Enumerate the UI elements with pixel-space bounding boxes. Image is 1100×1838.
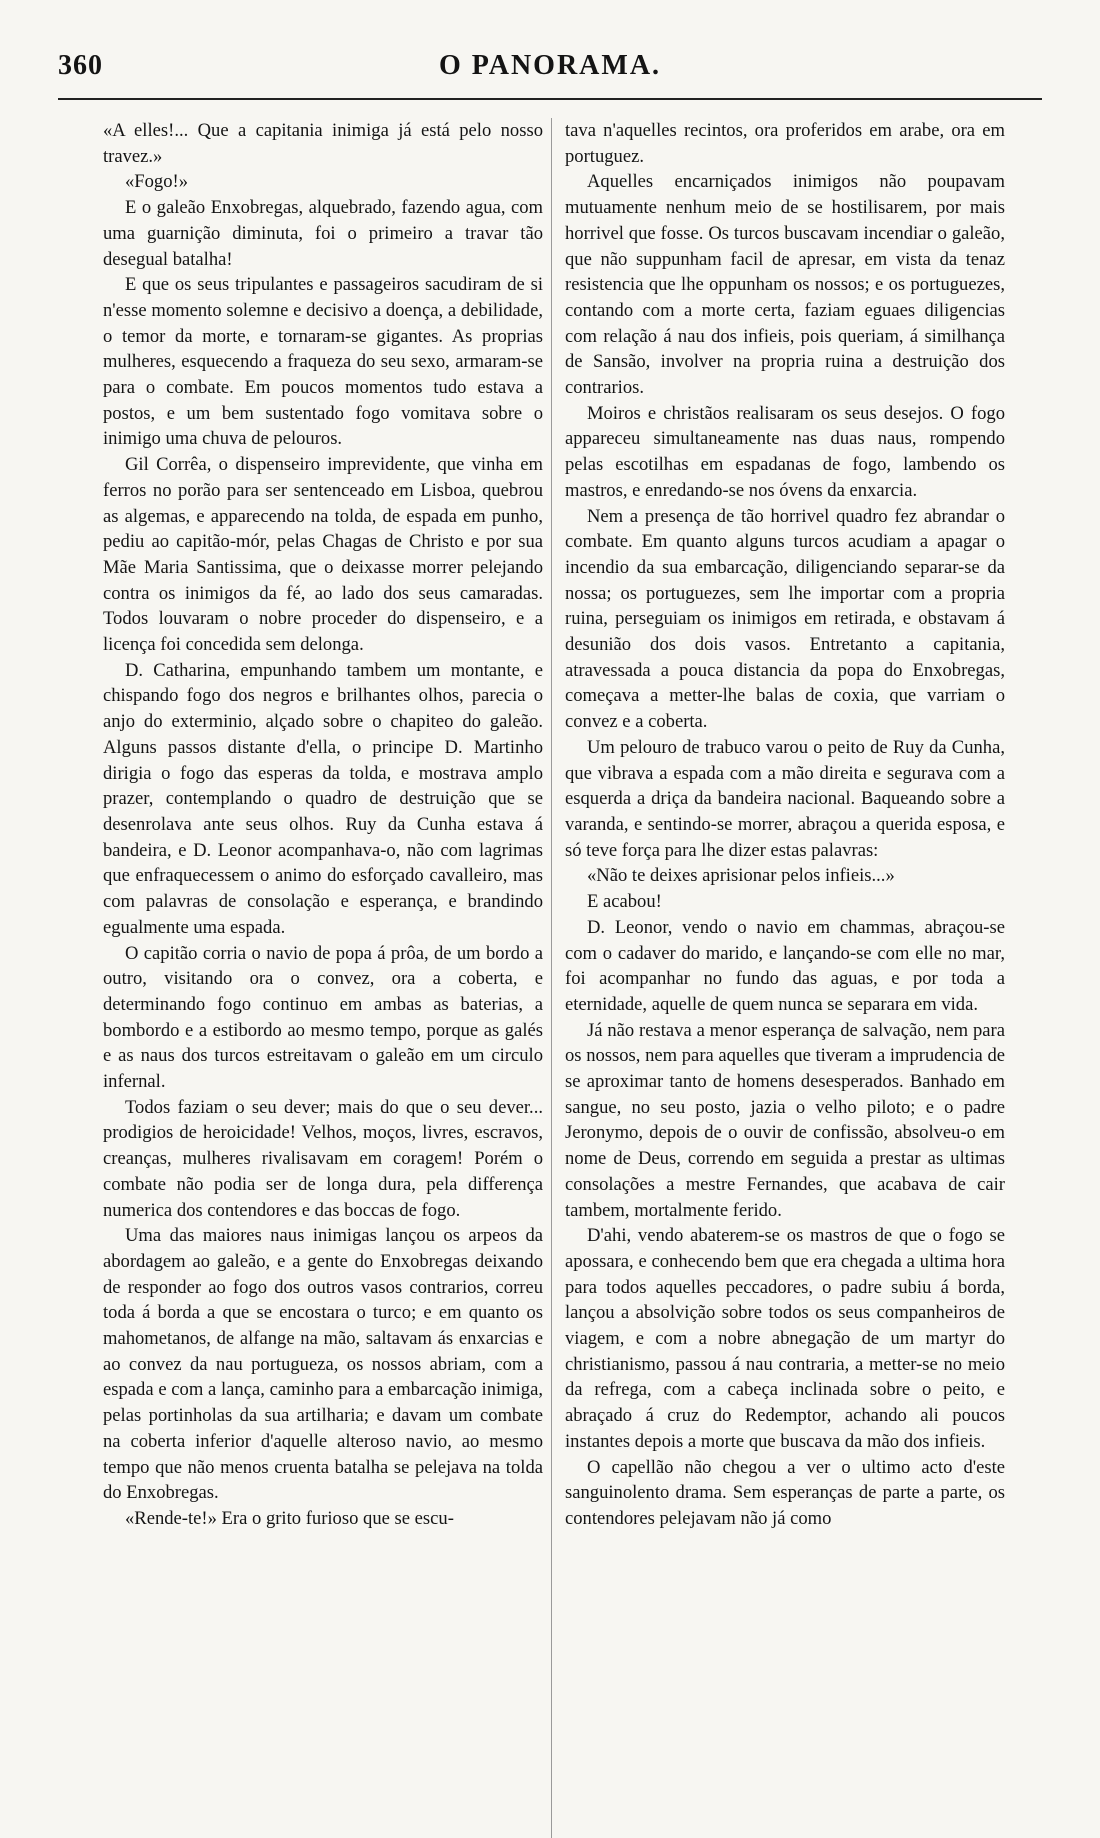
page-header xyxy=(0,0,1100,100)
paragraph: Nem a presença de tão horrivel quadro fez abrandar o combate. Em quanto alguns turcos acudiam a apagar o incendio da sua embarcação, diligenciando separar-se da nossa; os portuguezes, sem lhe importar com a propria ruina, perseguiam os inimigos em retirada, e obstavam á desunião dos dois vasos. Entretanto a capitania, atravessada a pouca distancia da popa do Enxobregas, começava a metter-lhe balas de coxia, que varriam o convez e a coberta. xyxy=(565,505,1005,733)
paragraph: O capellão não chegou a ver o ultimo acto d'este sanguinolento drama. Sem esperanças de parte a parte, os contendores pelejavam não já como xyxy=(565,1456,1005,1529)
paragraph: O capitão corria o navio de popa á prôa, de um bordo a outro, visitando ora o convez, ora a coberta, e determinando fogo continuo em ambas as baterias, a bombordo e a estibordo ao mesmo tempo, porque as galés e as naus dos turcos estreitavam o galeão em um circulo infernal. xyxy=(103,942,543,1093)
paragraph: D. Catharina, empunhando tambem um montante, e chispando fogo dos negros e brilhantes olhos, parecia o anjo do exterminio, alçado sobre o chapiteo do galeão. Alguns passos distante d'ella, o principe D. Martinho dirigia o fogo das esperas da tolda, e mostrava amplo prazer, contemplando o quadro de destruição que se desenrolava ante seus olhos. Ruy da Cunha estava á bandeira, e D. Leonor acompanhava-o, não com lagrimas que enfraquecessem o animo do esforçado cavalleiro, mas com palavras de consolação e esperança, e brandindo egualmente uma espada. xyxy=(103,659,543,938)
left-column xyxy=(103,118,543,1532)
paragraph: D'ahi, vendo abaterem-se os mastros de que o fogo se apossara, e conhecendo bem que era chegada a ultima hora para todos aquelles peccadores, o padre subiu á borda, lançou a absolvição sobre todos os seus companheiros de viagem, e com a nobre abnegação de um martyr do christianismo, passou á nau contraria, a metter-se no meio da refrega, com a cabeça inclinada sobre o peito, e abraçado á cruz do Redemptor, achando ali poucos instantes depois a morte que buscava da mão dos infieis. xyxy=(565,1225,1005,1452)
paragraph: E o galeão Enxobregas, alquebrado, fazendo agua, com uma guarnição diminuta, foi o primeiro a travar tão desegual batalha! xyxy=(103,197,543,270)
paragraph: «Não te deixes aprisionar pelos infieis...» xyxy=(587,865,895,887)
paragraph: D. Leonor, vendo o navio em chammas, abraçou-se com o cadaver do marido, e lançando-se com elle no mar, foi acompanhar no fundo das aguas, e por toda a eternidade, aquelle de quem nunca se separara em vida. xyxy=(565,916,1005,1015)
paragraph: Todos faziam o seu dever; mais do que o seu dever... prodigios de heroicidade! Velhos, moços, livres, escravos, creanças, mulheres rivalisavam em coragem! Porém o combate não podia ser de longa dura, pela differença numerica dos contendores e das boccas de fogo. xyxy=(103,1096,543,1221)
paragraph: Uma das maiores naus inimigas lançou os arpeos da abordagem ao galeão, e a gente do Enxobregas deixando de responder ao fogo dos outros vasos contrarios, correu toda á borda a que se encostara o turco; e em quanto os mahometanos, de alfange na mão, saltavam ás enxarcias e ao convez da nau portugueza, os nossos abriam, com a espada e com a lança, caminho para a embarcação inimiga, pelas portinholas da sua artilharia; e davam um combate na coberta inferior d'aquelle alteroso navio, ao mesmo tempo que não menos cruenta batalha se pelejava na tolda do Enxobregas. xyxy=(103,1225,543,1504)
paragraph: Gil Corrêa, o dispenseiro imprevidente, que vinha em ferros no porão para ser sentenceado em Lisboa, quebrou as algemas, e apparecendo na tolda, de espada em punho, pediu ao capitão-mór, pelas Chagas de Christo e por sua Mãe Maria Santissima, que o deixasse morrer pelejando contra os inimigos da fé, ao lado dos seus camaradas. Todos louvaram o nobre proceder do dispenseiro, e a licença foi concedida sem delonga. xyxy=(103,454,543,656)
paragraph: Um pelouro de trabuco varou o peito de Ruy da Cunha, que vibrava a espada com a mão direita e segurava com a esquerda a driça da bandeira nacional. Baqueando sobre a varanda, e sentindo-se morrer, abraçou a querida esposa, e só teve força para lhe dizer estas palavras: xyxy=(565,736,1005,861)
paragraph: tava n'aquelles recintos, ora proferidos em arabe, ora em portuguez. xyxy=(565,120,1005,167)
paragraph: Moiros e christãos realisaram os seus desejos. O fogo appareceu simultaneamente nas duas naus, rompendo pelas escotilhas em espadanas de fogo, lambendo os mastros, e enredando-se nos óvens da enxarcia. xyxy=(565,402,1005,501)
header-rule xyxy=(58,98,1042,100)
paragraph: «Rende-te!» Era o grito furioso que se escu- xyxy=(125,1507,454,1529)
paragraph: Já não restava a menor esperança de salvação, nem para os nossos, nem para aquelles que tiveram a imprudencia de se aproximar tanto de homens desesperados. Banhado em sangue, no seu posto, jazia o velho piloto; e o padre Jeronymo, depois de o ouvir de confissão, absolveu-o em nome de Deus, correndo em seguida a prestar as ultimas consolações a mestre Fernandes, que acabava de cair tambem, mortalmente ferido. xyxy=(565,1019,1005,1221)
publication-title: O PANORAMA. xyxy=(438,50,662,81)
paragraph: E que os seus tripulantes e passageiros sacudiram de si n'esse momento solemne e decisivo a doença, a debilidade, o temor da morte, e tornaram-se gigantes. As proprias mulheres, esquecendo a fraqueza do seu sexo, armaram-se para o combate. Em poucos momentos tudo estava a postos, e um bem sustentado fogo vomitava sobre o inimigo uma chuva de pelouros. xyxy=(103,274,543,450)
paragraph: «Fogo!» xyxy=(125,171,189,193)
paragraph: Aquelles encarniçados inimigos não poupavam mutuamente nenhum meio de se hostilisarem, por mais horrivel que fosse. Os turcos buscavam incendiar o galeão, que não suppunham facil de apresar, em vista da tenaz resistencia que lhe oppunham os nossos; e os portuguezes, contando com a morte certa, faziam eguaes diligencias com relação á nau dos infieis, pois queriam, á similhança de Sansão, involver na propria ruina a destruição dos contrarios. xyxy=(565,171,1005,399)
paragraph: «A elles!... Que a capitania inimiga já está pelo nosso travez.» xyxy=(103,120,543,167)
column-divider xyxy=(551,118,552,1838)
paragraph: E acabou! xyxy=(587,891,662,913)
right-column xyxy=(565,118,1005,1532)
page-number: 360 xyxy=(58,50,103,81)
